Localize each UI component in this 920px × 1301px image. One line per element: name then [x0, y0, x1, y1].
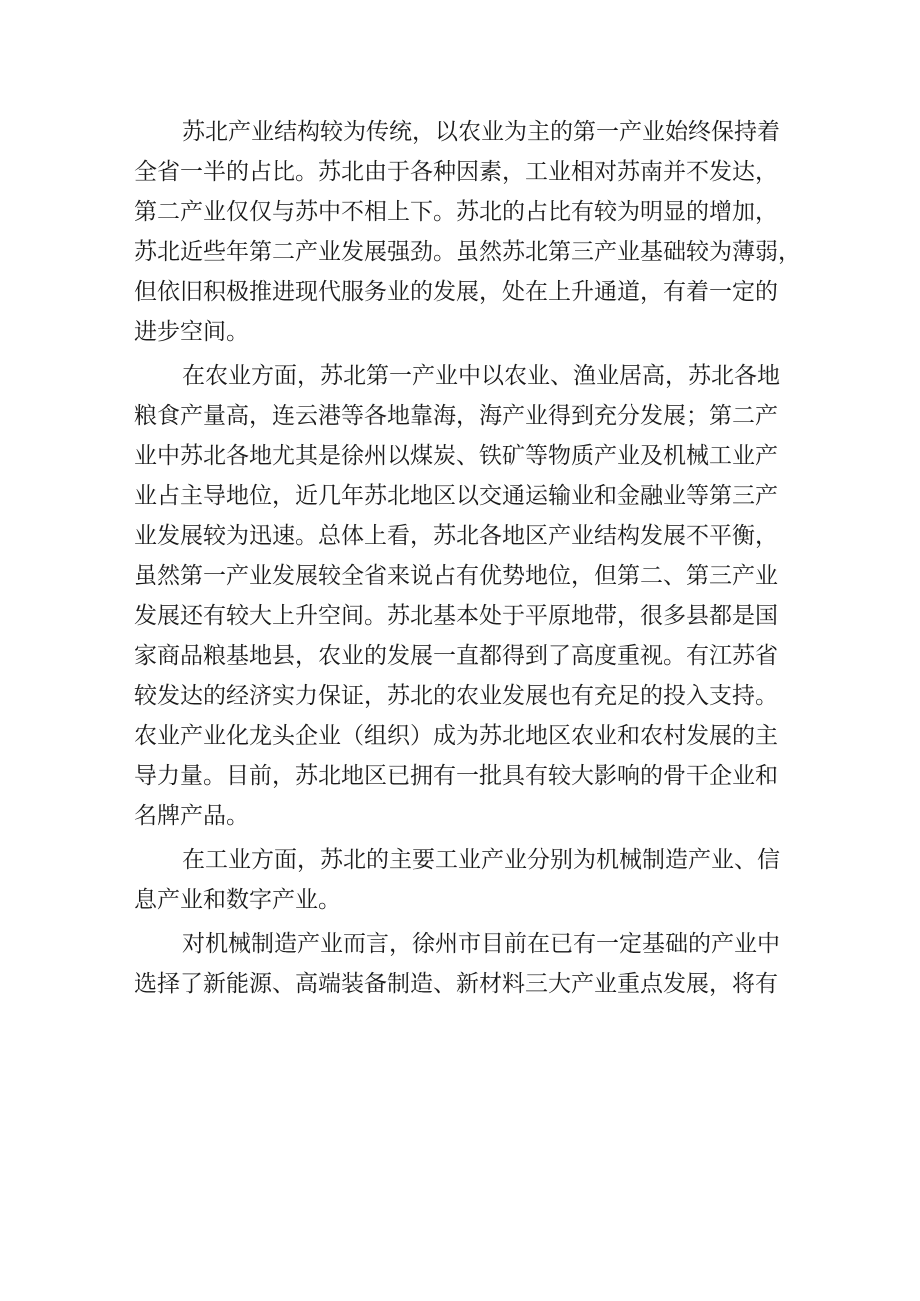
text-line: 业发展较为迅速。总体上看，苏北各地区产业结构发展不平衡，	[134, 523, 778, 549]
text-line: 对机械制造产业而言，徐州市目前在已有一定基础的产业中	[182, 931, 780, 957]
paragraph-3	[134, 840, 802, 920]
text-line: 名牌产品。	[134, 803, 249, 829]
text-line: 苏北产业结构较为传统，以农业为主的第一产业始终保持着	[182, 119, 780, 145]
text-line: 在工业方面，苏北的主要工业产业分别为机械制造产业、信	[182, 847, 780, 873]
text-line: 导力量。目前，苏北地区已拥有一批具有较大影响的骨干企业和	[134, 763, 778, 789]
text-line: 在农业方面，苏北第一产业中以农业、渔业居高，苏北各地	[182, 363, 780, 389]
text-line: 虽然第一产业发展较全省来说占有优势地位，但第二、第三产业	[134, 563, 778, 589]
text-line: 进步空间。	[134, 319, 249, 345]
text-line: 家商品粮基地县，农业的发展一直都得到了高度重视。有江苏省	[134, 643, 778, 669]
text-line: 但依旧积极推进现代服务业的发展，处在上升通道，有着一定的	[134, 279, 778, 305]
text-line: 第二产业仅仅与苏中不相上下。苏北的占比有较为明显的增加，	[134, 199, 778, 225]
text-line: 发展还有较大上升空间。苏北基本处于平原地带，很多县都是国	[134, 603, 778, 629]
text-line: 业中苏北各地尤其是徐州以煤炭、铁矿等物质产业及机械工业产	[134, 443, 778, 469]
text-line: 较发达的经济实力保证，苏北的农业发展也有充足的投入支持。	[134, 683, 778, 709]
text-line: 农业产业化龙头企业（组织）成为苏北地区农业和农村发展的主	[134, 723, 778, 749]
text-line: 选择了新能源、高端装备制造、新材料三大产业重点发展，将有	[134, 971, 778, 997]
text-line: 息产业和数字产业。	[134, 887, 341, 913]
document-body	[134, 112, 802, 1008]
text-line: 苏北近些年第二产业发展强劲。虽然苏北第三产业基础较为薄弱，	[134, 239, 801, 265]
paragraph-4	[134, 924, 802, 1004]
text-line: 业占主导地位，近几年苏北地区以交通运输业和金融业等第三产	[134, 483, 778, 509]
paragraph-2	[134, 356, 802, 836]
paragraph-1	[134, 112, 802, 352]
text-line: 粮食产量高，连云港等各地靠海，海产业得到充分发展；第二产	[134, 403, 778, 429]
text-line: 全省一半的占比。苏北由于各种因素，工业相对苏南并不发达，	[134, 159, 778, 185]
